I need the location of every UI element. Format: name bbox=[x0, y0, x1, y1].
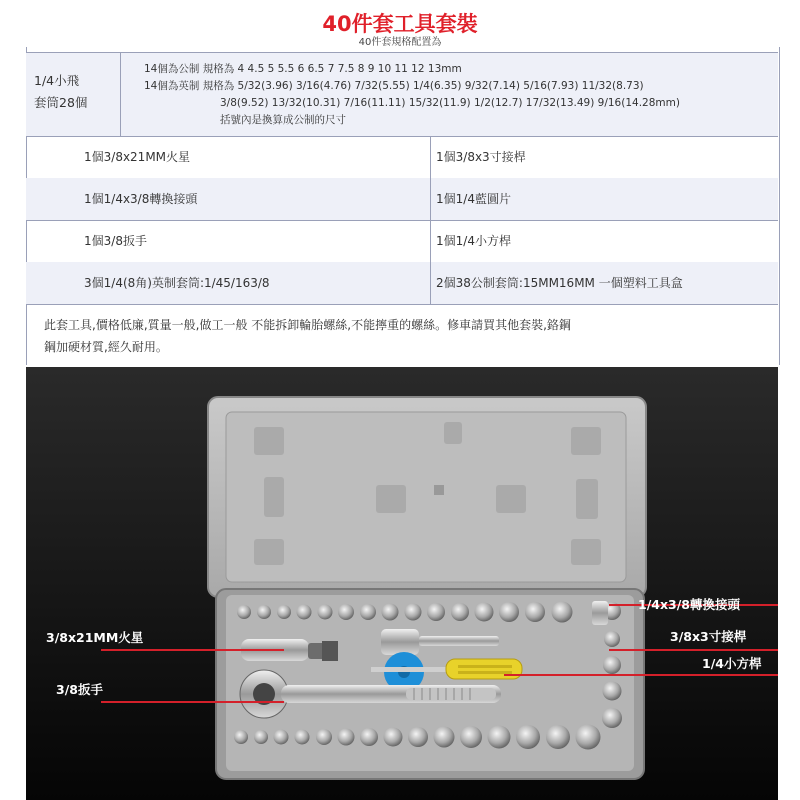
item-metric-sockets-case: 2個38公制套筒:15MM16MM 一個塑料工具盒 bbox=[436, 276, 683, 290]
case-base bbox=[216, 589, 644, 779]
label-square-bar: 1/4小方桿 bbox=[702, 656, 762, 671]
page-title: 40件套工具套裝 bbox=[322, 12, 478, 36]
item-row-4 bbox=[26, 262, 778, 305]
item-blue-disc: 1個1/4藍圓片 bbox=[436, 192, 511, 206]
socket-sizes-cell bbox=[122, 53, 778, 136]
page-subtitle: 40件套規格配置為 bbox=[358, 37, 442, 48]
item-extension-bar: 1個3/8x3寸接桿 bbox=[436, 150, 526, 164]
case-lid bbox=[208, 397, 646, 597]
item-row-2 bbox=[26, 178, 778, 221]
socket-type-label: 1/4小飛 bbox=[34, 73, 80, 88]
conversion-note: 括號內是換算成公制的尺寸 bbox=[220, 114, 346, 126]
imperial-sizes-line1: 14個為英制 規格為 5/32(3.96) 3/16(4.76) 7/32(5.55) 1/4(6.35) 9/32(7.14) 5/16(7.93) 11/32(8.73) bbox=[144, 80, 644, 92]
toolkit-illustration bbox=[26, 367, 778, 800]
item-adapter: 1個1/4x3/8轉換接頭 bbox=[84, 192, 198, 206]
socket-spec-row bbox=[26, 52, 778, 137]
item-spark-plug-socket: 1個3/8x21MM火星 bbox=[84, 150, 191, 164]
adapter bbox=[592, 601, 608, 625]
label-extension: 3/8x3寸接桿 bbox=[670, 629, 747, 644]
imperial-sizes-line2: 3/8(9.52) 13/32(10.31) 7/16(11.11) 15/32(11.9) 1/2(12.7) 17/32(13.49) 9/16(14.28mm) bbox=[220, 97, 680, 109]
socket-count-label: 套筒28個 bbox=[34, 95, 88, 110]
description-line2: 鋼加硬材質,經久耐用。 bbox=[44, 340, 168, 354]
product-photo bbox=[26, 367, 778, 800]
socket-count-cell bbox=[26, 53, 121, 136]
item-square-bar: 1個1/4小方桿 bbox=[436, 234, 511, 248]
item-imperial-sockets: 3個1/4(8角)英制套筒:1/45/163/8 bbox=[84, 276, 270, 290]
label-wrench: 3/8扳手 bbox=[56, 682, 103, 697]
label-adapter: 1/4x3/8轉換接頭 bbox=[638, 597, 740, 612]
item-row-1 bbox=[26, 136, 778, 179]
description-line1: 此套工具,價格低廉,質量一般,做工一般 不能拆卸輪胎螺絲,不能擰重的螺絲。修車請買其他套裝,鉻鋼 bbox=[44, 318, 571, 332]
product-description bbox=[26, 302, 778, 365]
metric-sizes: 14個為公制 規格為 4 4.5 5 5.5 6 6.5 7 7.5 8 9 10 11 12 13mm bbox=[144, 63, 462, 75]
item-row-3 bbox=[26, 220, 778, 263]
item-ratchet-wrench: 1個3/8扳手 bbox=[84, 234, 147, 248]
label-spark-socket: 3/8x21MM火星 bbox=[46, 630, 144, 645]
